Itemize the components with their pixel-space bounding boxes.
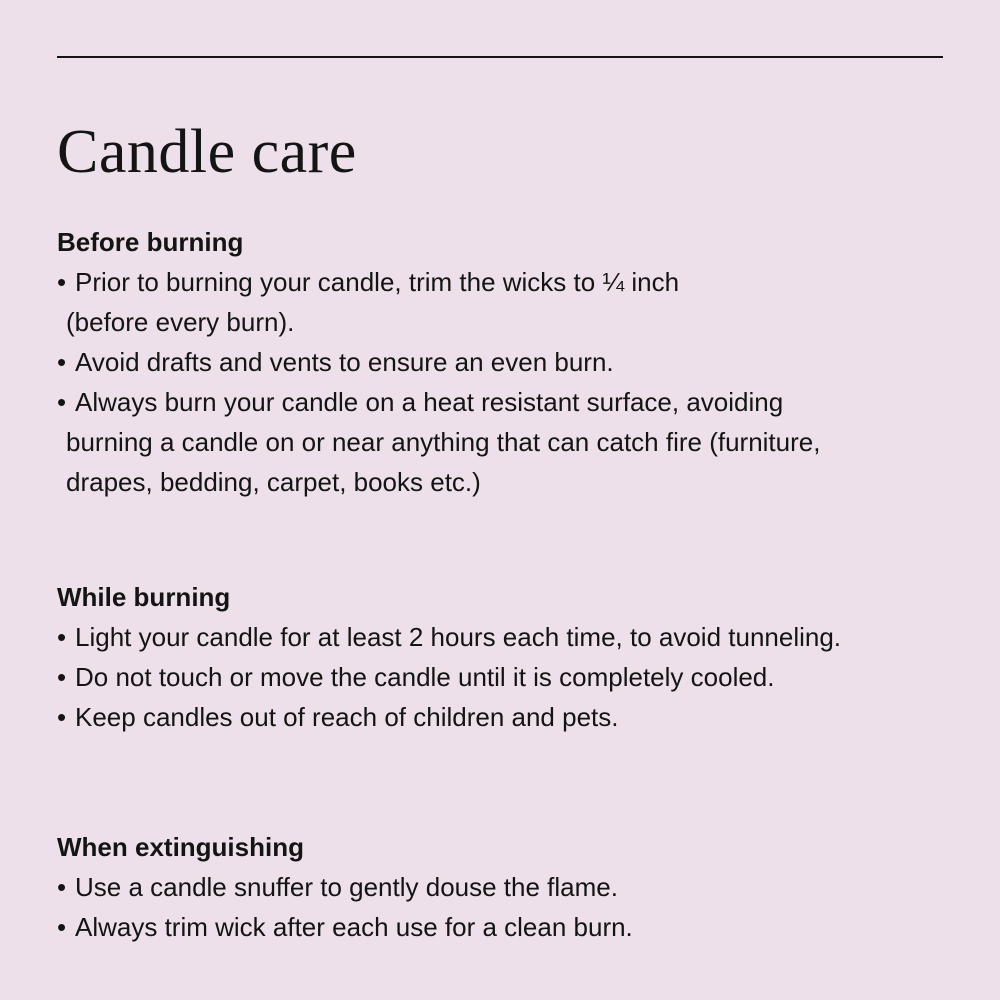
item-line: • Keep candles out of reach of children and pets. (75, 702, 619, 732)
list-item (57, 657, 957, 697)
top-divider (57, 56, 943, 58)
section-heading: When extinguishing (57, 832, 304, 862)
item-line: • Prior to burning your candle, trim the wicks to ¼ inch (75, 267, 680, 297)
item-line: • Always burn your candle on a heat resistant surface, avoiding (75, 387, 784, 417)
item-line: • Light your candle for at least 2 hours each time, to avoid tunneling. (75, 622, 842, 652)
section-while-burning (57, 577, 957, 737)
list-item (57, 907, 957, 947)
list-item (57, 342, 957, 382)
section-when-extinguishing (57, 827, 957, 947)
section-before-burning (57, 222, 957, 502)
item-line: • Use a candle snuffer to gently douse the flame. (75, 872, 618, 902)
item-line: (before every burn). (66, 307, 295, 337)
list-item (57, 697, 957, 737)
section-heading: While burning (57, 582, 231, 612)
item-line: • Do not touch or move the candle until it is completely cooled. (75, 662, 775, 692)
item-line: drapes, bedding, carpet, books etc.) (66, 467, 481, 497)
care-list (57, 617, 957, 737)
list-item (57, 867, 957, 907)
item-line: burning a candle on or near anything that can catch fire (furniture, (66, 427, 821, 457)
item-line: • Avoid drafts and vents to ensure an even burn. (75, 347, 614, 377)
item-line: • Always trim wick after each use for a clean burn. (75, 912, 633, 942)
care-list (57, 867, 957, 947)
list-item (57, 382, 957, 502)
page-title: Candle care (57, 118, 357, 186)
section-heading: Before burning (57, 227, 244, 257)
list-item (57, 617, 957, 657)
care-list (57, 262, 957, 502)
list-item (57, 262, 957, 342)
